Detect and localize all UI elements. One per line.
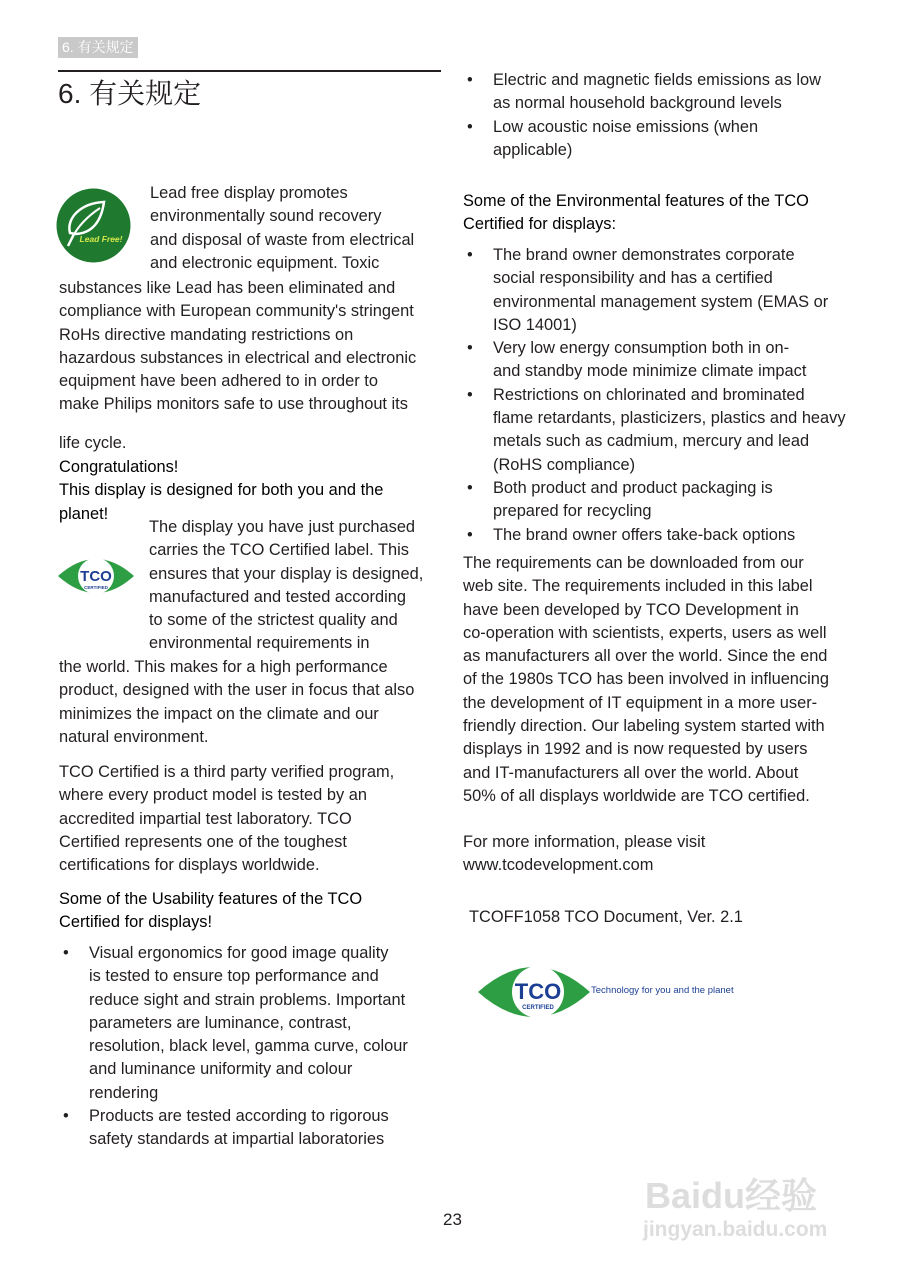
- congratulations: Congratulations! This display is designed for both you and the planet!: [59, 458, 384, 523]
- svg-text:CERTIFIED: CERTIFIED: [84, 585, 108, 590]
- lead-free-logo: [56, 188, 131, 263]
- watermark-url: jingyan.baidu.com: [643, 1218, 828, 1241]
- svg-text:CERTIFIED: CERTIFIED: [522, 1005, 554, 1011]
- usability-heading: Some of the Usability features of the TCO Certified for displays!: [59, 890, 363, 932]
- tco-program-text: TCO Certified is a third party verified program, where every product model is tested by an accredited impartial test laboratory. TCO Certified represents one of the toughest certifications for displays worldwide.: [59, 763, 395, 875]
- usability-list-cont: [463, 69, 821, 162]
- tco-certified-logo-small: [56, 550, 136, 602]
- tco-intro-text-cont: the world. This makes for a high performance product, designed with the user in focus that also minimizes the impact on the climate and our natural environment.: [59, 658, 415, 746]
- page-title: 6. 有关规定: [58, 78, 202, 109]
- lead-free-text-cont: substances like Lead has been eliminated and compliance with European community's stringent RoHs directive mandating restrictions on hazardous substances in electrical and electronic equipment have been adhered to in order to make Philips monitors safe to use throughout its: [59, 279, 417, 414]
- environment-heading: Some of the Environmental features of the TCO Certified for displays:: [463, 192, 809, 234]
- tco-intro-text: The display you have just purchased carries the TCO Certified label. This ensures that your display is designed, manufactured and tested according to some of the strictest quality and environmental requirements in: [149, 518, 424, 653]
- watermark-brand: Baidu经验: [645, 1175, 818, 1216]
- document-reference: TCOFF1058 TCO Document, Ver. 2.1: [469, 908, 743, 926]
- list-item: • The brand owner offers take-back options: [463, 524, 846, 547]
- lead-free-text-end: life cycle.: [59, 434, 127, 452]
- tco-tagline: Technology for you and the planet: [591, 985, 734, 996]
- list-item: • Visual ergonomics for good image quality is tested to ensure top performance and reduce sight and strain problems. Important parameters are luminance, contrast, resolution, black level, gamma curve, colour and luminance uniformity and colour rendering: [59, 942, 408, 1105]
- svg-text:TCO: TCO: [80, 568, 112, 585]
- lead-free-text: Lead free display promotes environmentally sound recovery and disposal of waste from electrical and electronic equipment. Toxic: [150, 184, 415, 272]
- list-item: • Products are tested according to rigorous safety standards at impartial laboratories: [59, 1105, 408, 1152]
- list-item: • Very low energy consumption both in on- and standby mode minimize climate impact: [463, 337, 846, 384]
- svg-text:Lead Free!: Lead Free!: [79, 234, 123, 244]
- requirements-text: The requirements can be downloaded from our web site. The requirements included in this label have been developed by TCO Development in co-operation with scientists, experts, users as well as manufacturers all over the world. Since the end of the 1980s TCO has been involved in influencing the development of IT equipment in a more user- friendly direction. Our labeling system started with displays in 1992 and is now requested by users and IT-manufacturers all over the world. About 50% of all displays worldwide are TCO certified.: [463, 554, 829, 805]
- list-item: • Restrictions on chlorinated and brominated flame retardants, plasticizers, plastics and heavy metals such as cadmium, mercury and lead (RoHS compliance): [463, 384, 846, 477]
- more-info-text: For more information, please visit www.tcodevelopment.com: [463, 833, 706, 875]
- header-rule: [58, 70, 441, 72]
- environment-list: [463, 244, 846, 547]
- tco-certified-logo-large: [476, 956, 592, 1028]
- list-item: • Electric and magnetic fields emissions as low as normal household background levels: [463, 69, 821, 116]
- usability-list: [59, 942, 408, 1152]
- list-item: • The brand owner demonstrates corporate social responsibility and has a certified environmental management system (EMAS or ISO 14001): [463, 244, 846, 337]
- page-number: 23: [443, 1210, 462, 1229]
- svg-text:TCO: TCO: [514, 979, 562, 1004]
- list-item: • Low acoustic noise emissions (when applicable): [463, 116, 821, 163]
- list-item: • Both product and product packaging is prepared for recycling: [463, 477, 846, 524]
- running-header: 6. 有关规定: [58, 37, 138, 58]
